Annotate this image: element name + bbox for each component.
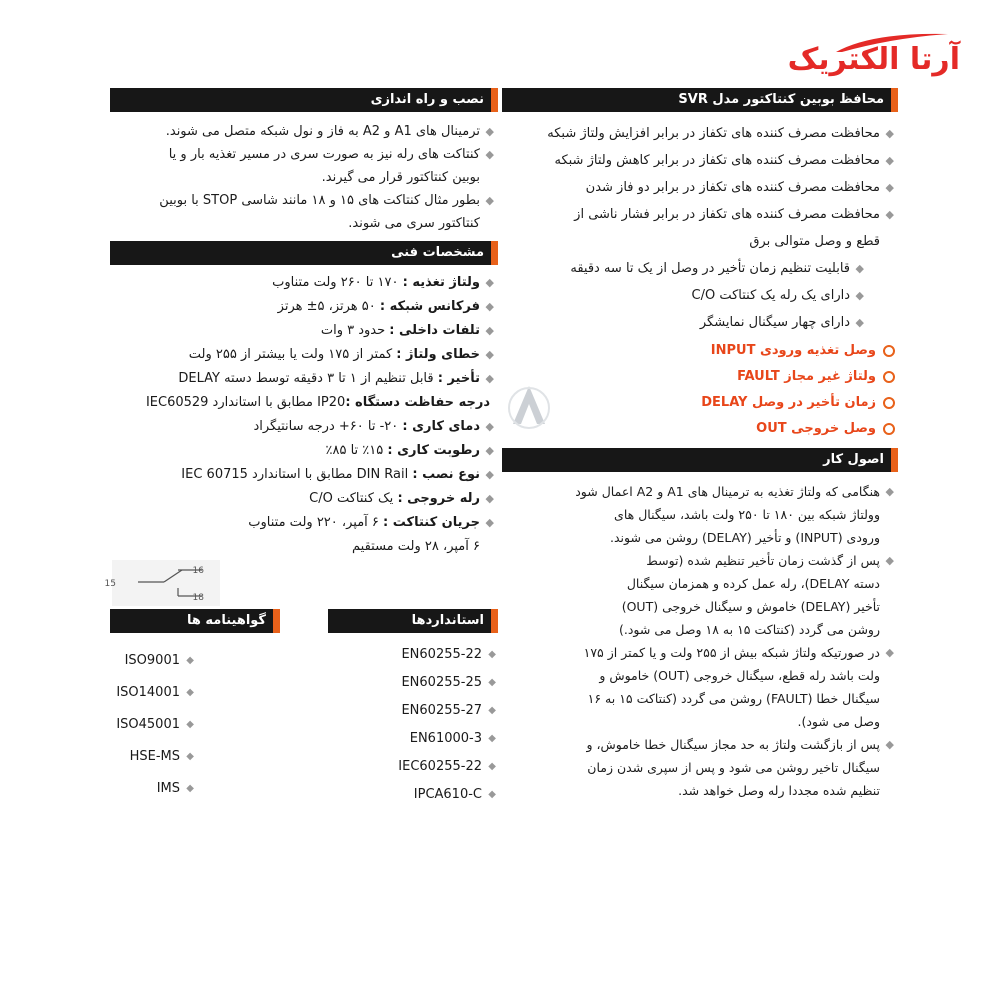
list-item: ◆ قابلیت تنظیم زمان تأخیر در وصل از یک تا سه دقیقه <box>570 261 864 276</box>
ring-icon <box>883 345 895 357</box>
list-item: ◆ دارای چهار سیگنال نمایشگر <box>699 315 864 330</box>
standards-section <box>328 609 498 809</box>
specs-heading: مشخصات فنی <box>110 241 498 265</box>
spec-row: ◆ خطای ولتاژ : کمتر از ۱۷۵ ولت یا بیشتر از ۲۵۵ ولت <box>188 347 494 362</box>
list-item: ◆ دارای یک رله یک کنتاکت C/O <box>691 288 864 303</box>
list-item: ◆ محافظت مصرف کننده های تکفاز در برابر دو فاز شدن <box>585 180 894 195</box>
term-15-label: 15 <box>104 579 116 589</box>
list-item: ◆ HSE-MS <box>129 749 194 764</box>
list-item: ◆ ISO14001 <box>116 685 194 700</box>
list-item: ◆ IEC60255-22 <box>398 759 496 774</box>
signal-fault: ولتاژ غیر مجاز FAULT <box>502 364 898 390</box>
signal-input: وصل تغذیه ورودی INPUT <box>502 338 898 364</box>
term-18-label: 18 <box>192 593 204 603</box>
spec-row: ◆ رله خروجی : یک کنتاکت C/O <box>309 491 494 506</box>
specs-list <box>110 271 498 559</box>
brand-name: آرتا الکتریک <box>787 42 960 77</box>
signal-out: وصل خروجی OUT <box>502 416 898 442</box>
spec-row: ◆ جریان کنتاکت : ۶ آمپر، ۲۲۰ ولت متناوب <box>248 515 494 530</box>
list-item: ◆ EN60255-27 <box>401 703 496 718</box>
standards-heading: استانداردها <box>328 609 498 633</box>
list-item: ◆ EN60255-22 <box>401 647 496 662</box>
spec-row: ◆ تلفات داخلی : حدود ۳ وات <box>320 323 494 338</box>
list-item: ◆ IMS <box>156 781 194 796</box>
protection-heading: محافظ بوبین کنتاکتور مدل SVR <box>502 88 898 112</box>
certificates-heading: گواهینامه ها <box>110 609 280 633</box>
certificates-section <box>110 609 280 805</box>
list-item: ◆ EN60255-25 <box>401 675 496 690</box>
list-item-continuation: قطع و وصل متوالی برق <box>749 234 880 249</box>
spec-row: ◆ رطوبت کاری : ۱۵٪ تا ۸۵٪ <box>325 443 494 458</box>
ring-icon <box>883 423 895 435</box>
signal-delay: زمان تأخیر در وصل DELAY <box>502 390 898 416</box>
spec-row: درجه حفاظت دستگاه :IP20 مطابق با استاندارد IEC60529 <box>145 395 490 410</box>
term-16-label: 16 <box>192 566 204 576</box>
spec-row: ◆ ولتاژ تغذیه : ۱۷۰ تا ۲۶۰ ولت متناوب <box>272 275 494 290</box>
watermark-logo-icon <box>505 382 553 434</box>
ring-icon <box>883 371 895 383</box>
operation-heading: اصول کار <box>502 448 898 472</box>
relay-contact-diagram <box>104 560 220 606</box>
list-item: ◆ محافظت مصرف کننده های تکفاز در برابر فشار ناشی از <box>574 207 894 222</box>
list-item: ◆ محافظت مصرف کننده های تکفاز در برابر کاهش ولتاژ شبکه <box>554 153 894 168</box>
signal-list <box>502 338 898 442</box>
list-item: ◆ IPCA610-C <box>413 787 496 802</box>
list-item: ◆ محافظت مصرف کننده های تکفاز در برابر افزایش ولتاژ شبکه <box>547 126 894 141</box>
list-item: ◆ ISO9001 <box>124 653 194 668</box>
right-column <box>502 88 898 802</box>
spec-row: ◆ تأخیر : قابل تنظیم از ۱ تا ۳ دقیقه توسط دسته DELAY <box>178 371 494 386</box>
install-text: ◆ ترمینال های A1 و A2 به فاز و نول شبکه متصل می شوند. ◆ کنتاکت های رله نیز به صورت سری در مسیر تغذیه بار و یا بوبین کنتاکتور قرار می گیرند. ◆ بطور مثال کنتاکت های ۱۵ و ۱۸ مانند شاسی STOP با بوبین کنتاکتور سری می شوند. <box>159 124 494 231</box>
operation-text: ◆ هنگامی که ولتاژ تغذیه به ترمینال های A1 و A2 اعمال شود وولتاژ شبکه بین ۱۸۰ تا ۲۵۰ ولت باشد، سیگنال های ورودی (INPUT) و تأخیر (DELAY) روشن می شوند. ◆ پس از گذشت زمان تأخیر تنظیم شده (توسط دسته DELAY)، رله عمل کرده و همزمان سیگنال تأخیر (DELAY) خاموش و سیگنال خروجی (OUT) روشن می گردد (کنتاکت ۱۵ به ۱۸ وصل می شود.) ◆ در صورتیکه ولتاژ شبکه بیش از ۲۵۵ ولت و یا کمتر از ۱۷۵ ولت باشد رله قطع، سیگنال خروجی (OUT) خاموش و سیگنال خطا (FAULT) روشن می گردد (کنتاکت ۱۵ به ۱۶ وصل می شود). ◆ پس از بازگشت ولتاژ به حد مجاز سیگنال خطا خاموش، و سیگنال تاخیر روشن می شود و پس از سپری شدن زمان تنظیم شده مجددا رله وصل خواهد شد. <box>575 484 894 798</box>
spec-row: ◆ فرکانس شبکه : ۵۰ هرتز، ۵± هرتز <box>277 299 494 314</box>
install-heading: نصب و راه اندازی <box>110 88 498 112</box>
spec-row: ◆ دمای کاری : ۲۰- تا ۶۰+ درجه سانتیگراد <box>253 419 494 434</box>
list-item: ◆ ISO45001 <box>116 717 194 732</box>
spec-row-continuation: ۶ آمپر، ۲۸ ولت مستقیم <box>352 539 480 554</box>
left-column <box>110 88 498 559</box>
ring-icon <box>883 397 895 409</box>
spec-row: ◆ نوع نصب : DIN Rail مطابق با استاندارد IEC 60715 <box>181 467 494 482</box>
protection-bullets <box>502 122 898 334</box>
list-item: ◆ EN61000-3 <box>409 731 496 746</box>
